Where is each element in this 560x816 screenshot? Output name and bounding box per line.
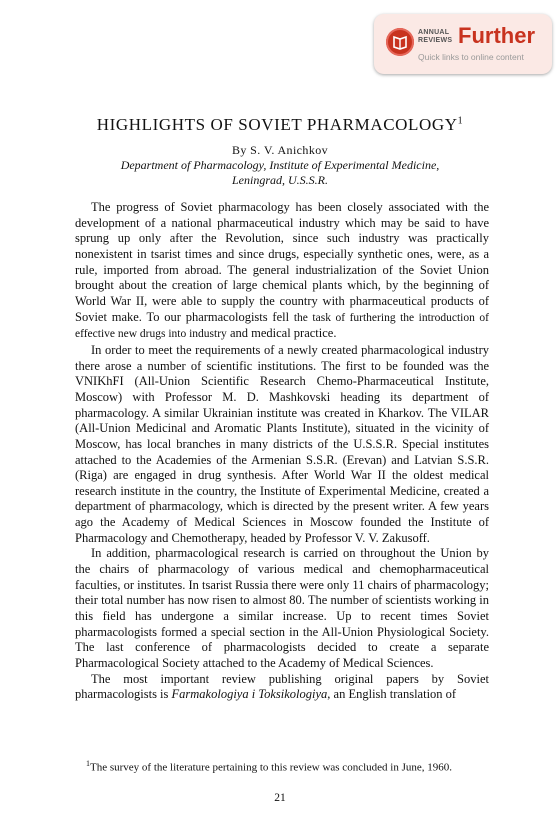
footnote-mark: 1 [86,759,90,768]
badge-annual: ANNUAL [418,29,450,36]
affiliation-line-2: Leningrad, U.S.S.R. [232,172,328,187]
badge-reviews: REVIEWS [418,37,453,44]
footnote-text: The survey of the literature pertaining to this review was concluded in June, 1960. [90,761,452,774]
further-badge[interactable] [374,14,552,74]
affiliation-line-1: Department of Pharmacology, Institute of Experimental Medicine, [120,158,440,172]
paragraph-1 [75,200,489,343]
article-title [0,115,560,135]
page-number: 21 [274,792,286,804]
title-text: HIGHLIGHTS OF SOVIET PHARMACOLOGY [96,115,458,134]
badge-annual-reviews-label [418,29,452,45]
paragraph-4-start: The most important review publishing original papers by Soviet pharmacologists is [75,671,489,702]
paragraph-2: In order to meet the requirements of a newly created pharmacological industry there arose a number of scientific institutions. The first to be founded was the VNIKhFI (All-Union Scientific Research Chemo-Pharmaceutical Institute, Moscow) with Professor M. D. Mashkovski heading its department of pharmacology. A similar Ukrainian institute was created in Kharkov. The VILAR (All-Union Medicinal and Aromatic Plants Institute), situated in the vicinity of Moscow, has local branches in many districts of the U.S.S.R. Special institutes attached to the Academies of the Armenian S.S.R. (Erevan) and Latvian S.S.R. (Riga) are engaged in drug synthesis. After World War II the oldest medical research institute in the country, the Institute of Experimental Medicine, created a department of pharmacology, which is directed by the present writer. A few years ago the Academy of Medical Sciences in Moscow founded the Institute of Pharmacology and Chemotherapy, headed by Professor V. V. Zakusoff. [75,342,489,545]
annual-reviews-logo-icon [386,28,414,56]
author-byline: By S. V. Anichkov [231,143,329,157]
footnote-text-block [75,757,489,775]
author-affiliation [0,158,560,187]
paragraph-1-main: The progress of Soviet pharmacology has been closely associated with the development of a national pharmaceutical industry which may be said to have sprung up only after the Revolution, since such industry was practically nonexistent in tsarist times and since drugs, especially synthetic ones, were, as a rule, imported from abroad. The general industrialization of the Soviet Union brought about the creation of large chemical plants which, by the beginning of World War II, were able to supply the country with pharmaceutical products of Soviet make. To our pharmacologists fell [75,200,489,324]
badge-subtitle: Quick links to online content [418,52,524,62]
footnote [75,757,489,775]
paragraph-1-small: the task of furthering the introduction of effective new drugs into industry [75,311,489,341]
paragraph-4-end: , an English translation of [327,687,457,702]
article-body [75,200,489,703]
journal-name: Farmakologiya i Toksikologiya [171,687,328,702]
paragraph-4 [75,672,489,703]
paragraph-3: In addition, pharmacological research is carried on throughout the Union by the chairs of pharmacology of various medical and chemopharmaceutical faculties, or institutes. In tsarist Russia there were only 11 chairs of pharmacology; their total number has now risen to almost 80. The number of scientists working in this field has undergone a similar increase. Up to recent times Soviet pharmacologists formed a special section in the All-Union Physiological Society. The last conference of pharmacologists decided to create a separate Pharmacological Society attached to the Academy of Medical Sciences. [75,546,490,671]
title-footnote-mark[interactable]: 1 [457,115,464,127]
paragraph-1-end: and medical practice. [229,326,337,341]
book-icon [386,28,414,56]
badge-further-label: Further [458,23,535,48]
